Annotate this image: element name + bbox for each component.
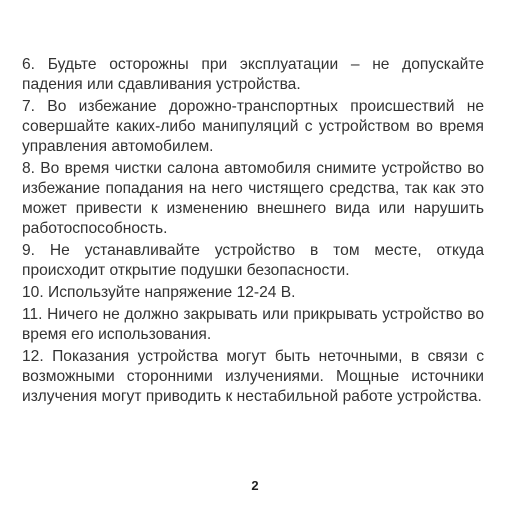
instruction-item-7: 7. Во избежание дорожно-транспортных происшествий не совершайте каких-либо манипуляций с устройством во время управления автомобилем.	[22, 98, 484, 155]
page-number: 2	[251, 478, 259, 493]
instruction-item-12: 12. Показания устройства могут быть неточными, в связи с возможными сторонними излучениями. Мощные источники излучения могут приводить к нестабильной работе устройства.	[22, 348, 484, 405]
instruction-item-10: 10. Используйте напряжение 12-24 В.	[22, 284, 296, 301]
instruction-item-9: 9. Не устанавливайте устройство в том месте, откуда происходит открытие подушки безопасности.	[22, 242, 484, 279]
instructions-list	[22, 55, 484, 409]
instruction-item-11: 11. Ничего не должно закрывать или прикрывать устройство во время его использования.	[22, 306, 484, 343]
instruction-item-8: 8. Во время чистки салона автомобиля снимите устройство во избежание попадания на него чистящего средства, так как это может привести к изменению внешнего вида или нарушить работоспособность.	[22, 160, 484, 237]
instruction-item-6: 6. Будьте осторожны при эксплуатации – не допускайте падения или сдавливания устройства.	[22, 56, 484, 93]
